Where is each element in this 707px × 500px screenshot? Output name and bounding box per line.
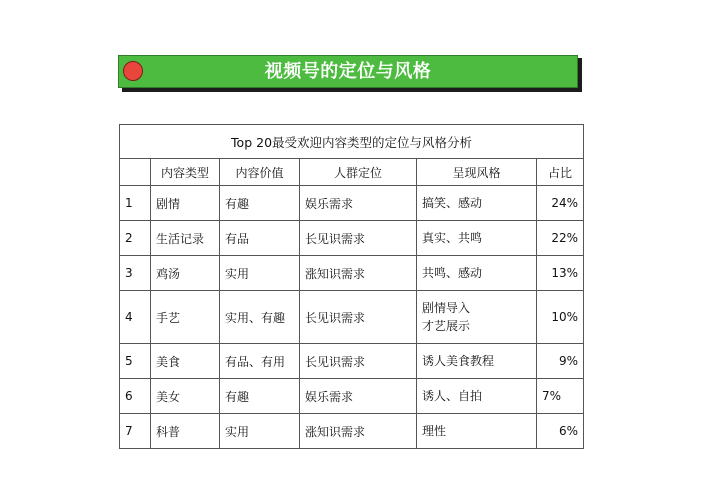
row-style-line: 共鸣、感动 [422, 266, 483, 280]
row-audience: 长见识需求 [300, 221, 417, 256]
row-audience: 涨知识需求 [300, 414, 417, 449]
row-type: 美女 [151, 379, 220, 414]
table-row [120, 186, 584, 221]
row-value: 有趣 [220, 379, 300, 414]
row-share: 24% [537, 186, 584, 221]
row-number: 2 [120, 221, 151, 256]
table-row [120, 414, 584, 449]
row-style-line: 诱人、自拍 [422, 389, 483, 403]
table-row [120, 221, 584, 256]
row-share: 7% [537, 379, 584, 414]
row-style [417, 379, 537, 414]
row-share: 22% [537, 221, 584, 256]
row-number: 3 [120, 256, 151, 291]
row-type: 手艺 [151, 291, 220, 344]
row-type: 美食 [151, 344, 220, 379]
row-audience: 娱乐需求 [300, 186, 417, 221]
row-number: 5 [120, 344, 151, 379]
row-style-line: 真实、共鸣 [422, 231, 483, 245]
row-value: 有趣 [220, 186, 300, 221]
row-style [417, 256, 537, 291]
row-style [417, 186, 537, 221]
row-value: 实用 [220, 256, 300, 291]
row-number: 7 [120, 414, 151, 449]
row-style [417, 414, 537, 449]
row-type: 鸡汤 [151, 256, 220, 291]
row-audience: 长见识需求 [300, 344, 417, 379]
row-type: 科普 [151, 414, 220, 449]
page-title: 视频号的定位与风格 [264, 61, 432, 82]
row-style [417, 221, 537, 256]
table-row [120, 344, 584, 379]
row-number: 6 [120, 379, 151, 414]
row-share: 10% [537, 291, 584, 344]
row-audience: 娱乐需求 [300, 379, 417, 414]
row-style-line: 诱人美食教程 [422, 354, 495, 368]
header-share: 占比 [537, 159, 584, 186]
row-value: 有品、有用 [220, 344, 300, 379]
table-row [120, 256, 584, 291]
title-bar [118, 55, 578, 88]
row-number: 1 [120, 186, 151, 221]
table-row [120, 379, 584, 414]
header-content-value: 内容价值 [220, 159, 300, 186]
table-caption-row [120, 125, 584, 159]
row-audience: 长见识需求 [300, 291, 417, 344]
row-type: 生活记录 [151, 221, 220, 256]
content-analysis-table [119, 124, 584, 449]
table-header-row [120, 159, 584, 186]
row-style-line: 理性 [422, 424, 447, 438]
header-index [120, 159, 151, 186]
row-style [417, 291, 537, 344]
table-row [120, 291, 584, 344]
row-share: 6% [537, 414, 584, 449]
row-number: 4 [120, 291, 151, 344]
row-value: 实用 [220, 414, 300, 449]
row-share: 13% [537, 256, 584, 291]
header-style: 呈现风格 [417, 159, 537, 186]
row-share: 9% [537, 344, 584, 379]
row-style [417, 344, 537, 379]
table-caption: Top 20最受欢迎内容类型的定位与风格分析 [120, 125, 584, 159]
row-style-line: 剧情导入 [422, 301, 471, 315]
row-style-line: 搞笑、感动 [422, 196, 483, 210]
row-value: 有品 [220, 221, 300, 256]
row-style-line: 才艺展示 [422, 319, 471, 333]
row-value: 实用、有趣 [220, 291, 300, 344]
header-audience: 人群定位 [300, 159, 417, 186]
header-content-type: 内容类型 [151, 159, 220, 186]
row-audience: 涨知识需求 [300, 256, 417, 291]
row-type: 剧情 [151, 186, 220, 221]
